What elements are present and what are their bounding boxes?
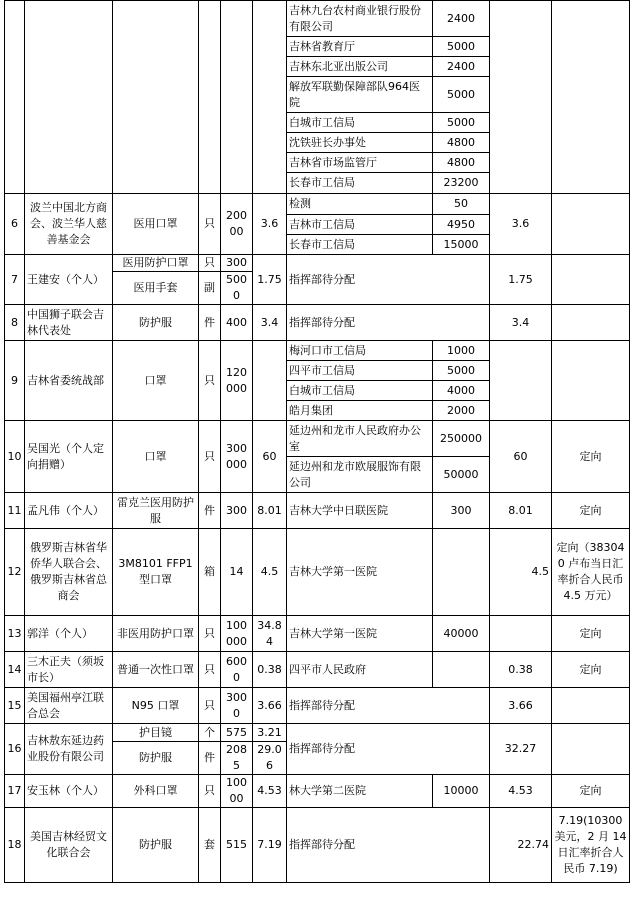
dist-qty-cell: 5000 (433, 361, 490, 381)
total-cell (490, 616, 552, 652)
note-cell: 7.19(10300 美元，2 月 14 日汇率折合人民币 7.19) (552, 808, 630, 883)
recipient-cell: 白城市工信局 (287, 113, 433, 133)
qty-cell: 10000 (221, 775, 253, 808)
qty-cell: 575 (221, 724, 253, 742)
item-cell: 口罩 (113, 421, 199, 493)
value-cell: 7.19 (253, 808, 287, 883)
recipient-cell: 长春市工信局 (287, 173, 433, 194)
unit-cell: 副 (199, 272, 221, 305)
index-cell: 12 (5, 529, 25, 616)
total-cell: 3.66 (490, 688, 552, 724)
item-cell: 3M8101 FFP1 型口罩 (113, 529, 199, 616)
unit-cell: 套 (199, 808, 221, 883)
table-row (5, 255, 630, 272)
dist-qty-cell: 40000 (433, 616, 490, 652)
recipient-cell: 延边州和龙市欧展服饰有限公司 (287, 457, 433, 493)
donor-cell (25, 1, 113, 194)
unit-cell: 只 (199, 652, 221, 688)
table-row (5, 724, 630, 742)
qty-cell: 300 (221, 493, 253, 529)
unit-cell: 只 (199, 688, 221, 724)
dist-qty-cell: 50 (433, 194, 490, 215)
qty-cell: 515 (221, 808, 253, 883)
dist-qty-cell: 2400 (433, 1, 490, 37)
qty-cell: 14 (221, 529, 253, 616)
value-cell: 8.01 (253, 493, 287, 529)
value-cell: 1.75 (253, 255, 287, 305)
item-cell: 口罩 (113, 341, 199, 421)
dist-qty-cell: 5000 (433, 113, 490, 133)
dist-qty-cell: 15000 (433, 235, 490, 255)
unit-cell: 箱 (199, 529, 221, 616)
note-cell (552, 1, 630, 194)
total-cell: 4.53 (490, 775, 552, 808)
unit-cell: 件 (199, 305, 221, 341)
dist-qty-cell: 2000 (433, 401, 490, 421)
donor-cell: 美国吉林经贸文化联合会 (25, 808, 113, 883)
donor-cell: 吴国光（个人定向捐赠） (25, 421, 113, 493)
qty-cell: 300000 (221, 421, 253, 493)
distribution-cell: 指挥部待分配 (287, 305, 490, 341)
unit-cell: 只 (199, 421, 221, 493)
table-row (5, 1, 630, 37)
dist-qty-cell: 4800 (433, 133, 490, 153)
qty-cell: 400 (221, 305, 253, 341)
recipient-cell: 吉林省教育厅 (287, 37, 433, 57)
note-cell (552, 341, 630, 421)
dist-qty-cell (433, 529, 490, 616)
value-cell: 34.84 (253, 616, 287, 652)
item-cell: 防护服 (113, 742, 199, 775)
index-cell (5, 1, 25, 194)
total-cell: 1.75 (490, 255, 552, 305)
recipient-cell: 吉林九台农村商业银行股份有限公司 (287, 1, 433, 37)
unit-cell (199, 1, 221, 194)
item-cell: 防护服 (113, 808, 199, 883)
unit-cell: 个 (199, 724, 221, 742)
value-cell: 3.21 (253, 724, 287, 742)
index-cell: 16 (5, 724, 25, 775)
note-cell: 定向 (552, 775, 630, 808)
item-cell: N95 口罩 (113, 688, 199, 724)
unit-cell: 只 (199, 255, 221, 272)
table-row (5, 305, 630, 341)
unit-cell: 件 (199, 742, 221, 775)
recipient-cell: 白城市工信局 (287, 381, 433, 401)
total-cell: 32.27 (490, 724, 552, 775)
donor-cell: 王建安（个人） (25, 255, 113, 305)
total-cell: 0.38 (490, 652, 552, 688)
donor-cell: 吉林敖东延边药业股份有限公司 (25, 724, 113, 775)
recipient-cell: 吉林大学第一医院 (287, 616, 433, 652)
recipient-cell: 检测 (287, 194, 433, 215)
dist-qty-cell (433, 652, 490, 688)
table-row (5, 341, 630, 361)
recipient-cell: 皓月集团 (287, 401, 433, 421)
index-cell: 10 (5, 421, 25, 493)
item-cell: 医用手套 (113, 272, 199, 305)
note-cell (552, 194, 630, 255)
qty-cell (221, 1, 253, 194)
value-cell (253, 341, 287, 421)
item-cell: 普通一次性口罩 (113, 652, 199, 688)
item-cell: 外科口罩 (113, 775, 199, 808)
value-cell (253, 1, 287, 194)
total-cell: 4.5 (490, 529, 552, 616)
table-row (5, 529, 630, 616)
recipient-cell: 沈铁驻长办事处 (287, 133, 433, 153)
note-cell: 定向 (552, 421, 630, 493)
donor-cell: 中国狮子联会吉林代表处 (25, 305, 113, 341)
table-row (5, 688, 630, 724)
index-cell: 18 (5, 808, 25, 883)
item-cell: 护目镜 (113, 724, 199, 742)
donor-cell: 郭洋（个人） (25, 616, 113, 652)
dist-qty-cell: 2400 (433, 57, 490, 77)
index-cell: 9 (5, 341, 25, 421)
item-cell: 防护服 (113, 305, 199, 341)
note-cell: 定向 (552, 616, 630, 652)
dist-qty-cell: 50000 (433, 457, 490, 493)
note-cell (552, 305, 630, 341)
dist-qty-cell: 5000 (433, 77, 490, 113)
dist-qty-cell: 10000 (433, 775, 490, 808)
distribution-cell: 指挥部待分配 (287, 255, 490, 305)
index-cell: 7 (5, 255, 25, 305)
dist-qty-cell: 23200 (433, 173, 490, 194)
total-cell: 60 (490, 421, 552, 493)
index-cell: 15 (5, 688, 25, 724)
recipient-cell: 长春市工信局 (287, 235, 433, 255)
index-cell: 11 (5, 493, 25, 529)
donor-cell: 俄罗斯吉林省华侨华人联合会、俄罗斯吉林省总商会 (25, 529, 113, 616)
donor-cell: 波兰中国北方商会、波兰华人慈善基金会 (25, 194, 113, 255)
table-row (5, 421, 630, 457)
qty-cell: 120000 (221, 341, 253, 421)
value-cell: 3.66 (253, 688, 287, 724)
value-cell: 60 (253, 421, 287, 493)
table-row (5, 194, 630, 215)
distribution-cell: 指挥部待分配 (287, 808, 490, 883)
qty-cell: 2085 (221, 742, 253, 775)
value-cell: 3.4 (253, 305, 287, 341)
distribution-cell: 指挥部待分配 (287, 688, 490, 724)
donor-cell: 安玉林（个人） (25, 775, 113, 808)
qty-cell: 300 (221, 255, 253, 272)
dist-qty-cell: 1000 (433, 341, 490, 361)
qty-cell: 6000 (221, 652, 253, 688)
table-row (5, 808, 630, 883)
qty-cell: 3000 (221, 688, 253, 724)
recipient-cell: 吉林市工信局 (287, 215, 433, 235)
dist-qty-cell: 250000 (433, 421, 490, 457)
dist-qty-cell: 4800 (433, 153, 490, 173)
total-cell: 8.01 (490, 493, 552, 529)
qty-cell: 5000 (221, 272, 253, 305)
index-cell: 14 (5, 652, 25, 688)
note-cell (552, 724, 630, 775)
index-cell: 8 (5, 305, 25, 341)
recipient-cell: 四平市人民政府 (287, 652, 433, 688)
donor-cell: 吉林省委统战部 (25, 341, 113, 421)
recipient-cell: 林大学第二医院 (287, 775, 433, 808)
donation-table (4, 0, 630, 883)
note-cell (552, 688, 630, 724)
unit-cell: 只 (199, 341, 221, 421)
table-row (5, 616, 630, 652)
recipient-cell: 延边州和龙市人民政府办公室 (287, 421, 433, 457)
recipient-cell: 吉林东北亚出版公司 (287, 57, 433, 77)
note-cell: 定向 (552, 493, 630, 529)
item-cell: 非医用防护口罩 (113, 616, 199, 652)
unit-cell: 只 (199, 775, 221, 808)
table-row (5, 652, 630, 688)
total-cell: 3.4 (490, 305, 552, 341)
table-row (5, 493, 630, 529)
value-cell: 0.38 (253, 652, 287, 688)
dist-qty-cell: 4000 (433, 381, 490, 401)
unit-cell: 只 (199, 616, 221, 652)
recipient-cell: 吉林省市场监管厅 (287, 153, 433, 173)
index-cell: 17 (5, 775, 25, 808)
dist-qty-cell: 300 (433, 493, 490, 529)
value-cell: 3.6 (253, 194, 287, 255)
qty-cell: 100000 (221, 616, 253, 652)
unit-cell: 只 (199, 194, 221, 255)
donor-cell: 三木正夫（须坂市长） (25, 652, 113, 688)
recipient-cell: 四平市工信局 (287, 361, 433, 381)
total-cell (490, 1, 552, 194)
item-cell: 医用防护口罩 (113, 255, 199, 272)
dist-qty-cell: 4950 (433, 215, 490, 235)
donor-cell: 美国福州亭江联合总会 (25, 688, 113, 724)
dist-qty-cell: 5000 (433, 37, 490, 57)
value-cell: 29.06 (253, 742, 287, 775)
note-cell (552, 255, 630, 305)
recipient-cell: 解放军联勤保障部队964医院 (287, 77, 433, 113)
total-cell: 3.6 (490, 194, 552, 255)
index-cell: 13 (5, 616, 25, 652)
note-cell: 定向（383040 卢布当日汇率折合人民币 4.5 万元） (552, 529, 630, 616)
value-cell: 4.5 (253, 529, 287, 616)
recipient-cell: 吉林大学第一医院 (287, 529, 433, 616)
total-cell (490, 341, 552, 421)
table-row (5, 775, 630, 808)
value-cell: 4.53 (253, 775, 287, 808)
item-cell: 医用口罩 (113, 194, 199, 255)
recipient-cell: 梅河口市工信局 (287, 341, 433, 361)
qty-cell: 20000 (221, 194, 253, 255)
distribution-cell: 指挥部待分配 (287, 724, 490, 775)
recipient-cell: 吉林大学中日联医院 (287, 493, 433, 529)
note-cell: 定向 (552, 652, 630, 688)
unit-cell: 件 (199, 493, 221, 529)
donor-cell: 孟凡伟（个人） (25, 493, 113, 529)
item-cell (113, 1, 199, 194)
item-cell: 雷克兰医用防护服 (113, 493, 199, 529)
total-cell: 22.74 (490, 808, 552, 883)
index-cell: 6 (5, 194, 25, 255)
